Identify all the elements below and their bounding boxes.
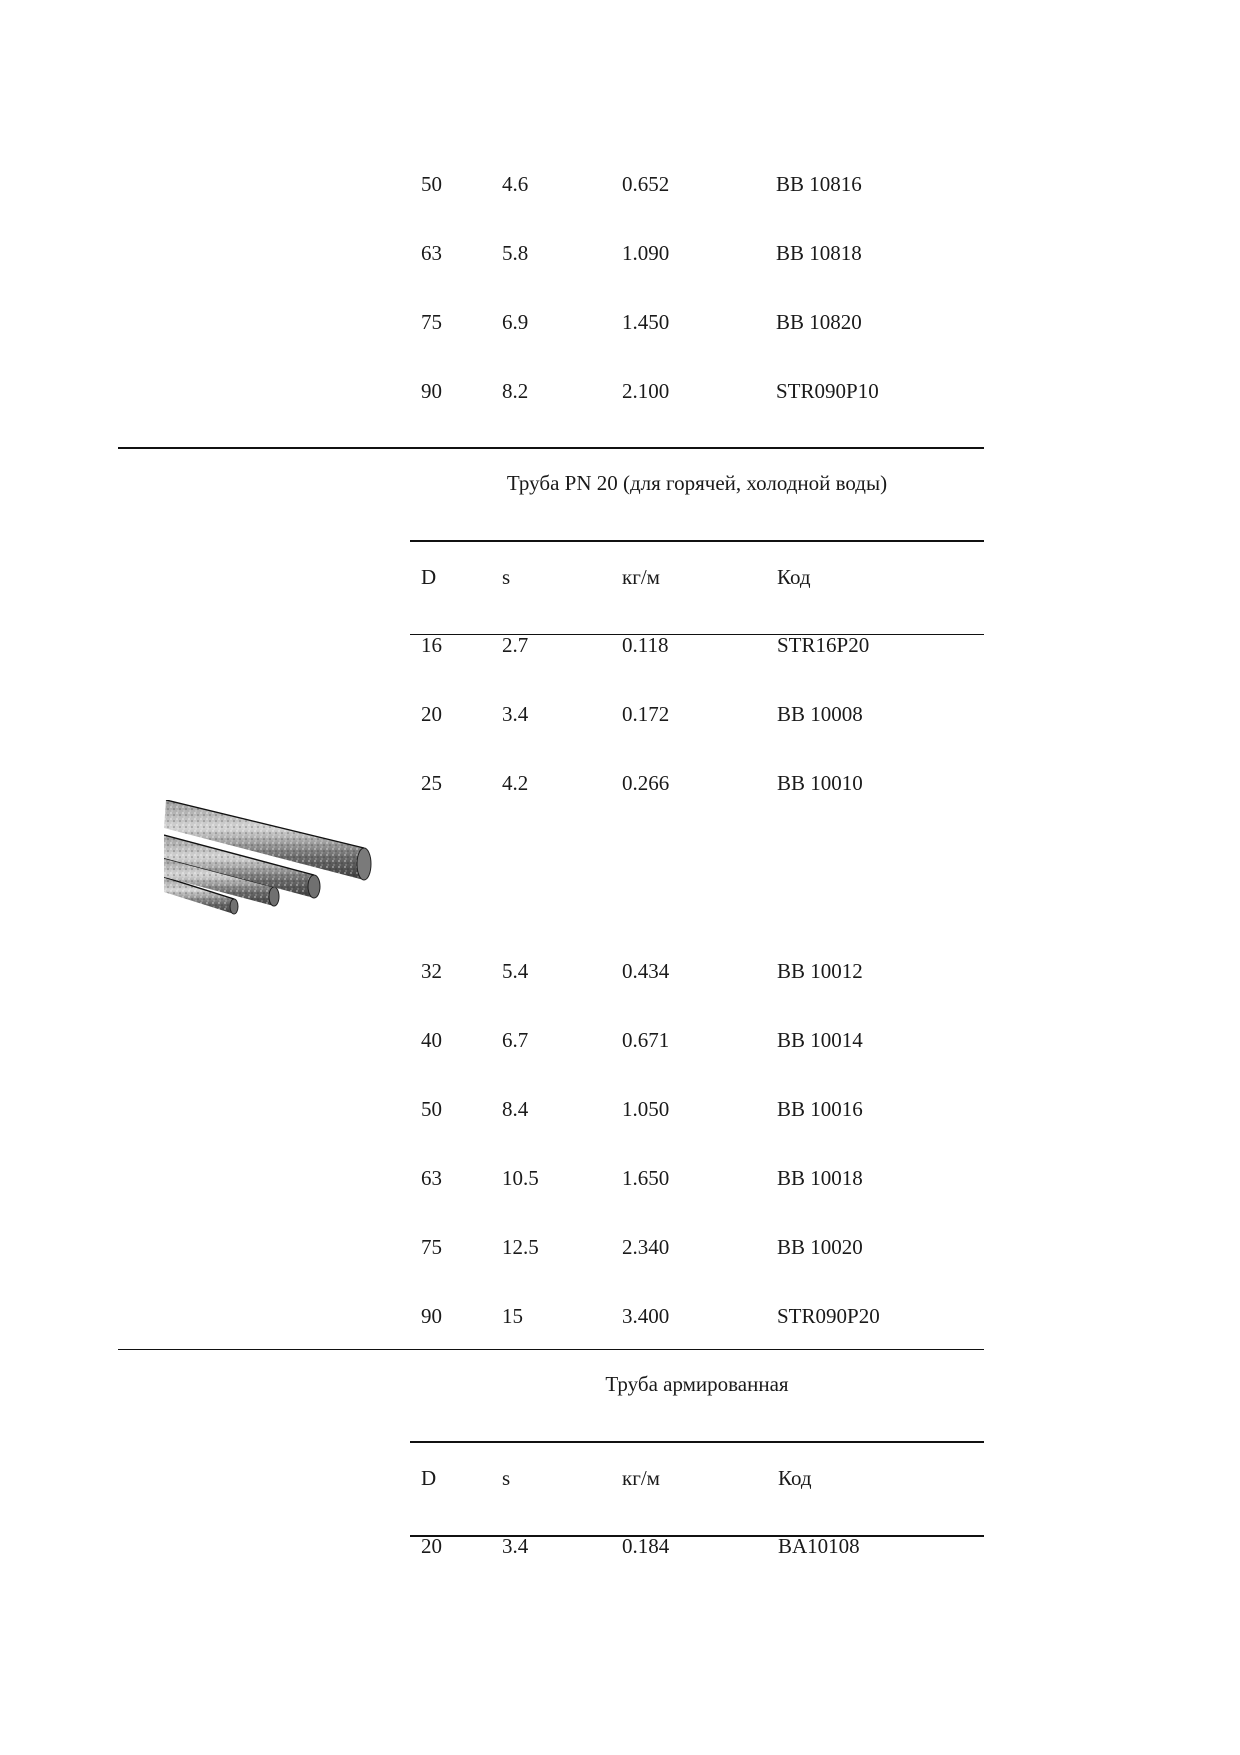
header-s: s <box>502 565 511 589</box>
cell-d: 90 <box>421 379 442 403</box>
cell-d: 32 <box>421 959 442 983</box>
cell-code: STR090P20 <box>777 1304 880 1328</box>
cell-d: 25 <box>421 771 442 795</box>
cell-code: STR090P10 <box>776 379 879 403</box>
cell-code: BB 10816 <box>776 172 862 196</box>
cell-code: BB 10020 <box>777 1235 863 1259</box>
cell-s: 4.6 <box>502 172 529 196</box>
cell-d: 75 <box>421 1235 442 1259</box>
cell-s: 8.4 <box>502 1097 529 1121</box>
cell-s: 8.2 <box>502 379 529 403</box>
cell-code: BB 10010 <box>777 771 863 795</box>
cell-code: STR16P20 <box>777 633 870 657</box>
cell-kgm: 1.650 <box>622 1166 670 1190</box>
cell-s: 12.5 <box>502 1235 539 1259</box>
cell-kgm: 0.184 <box>622 1534 670 1558</box>
cell-d: 90 <box>421 1304 442 1328</box>
section-divider <box>118 447 984 449</box>
header-code: Код <box>778 1466 812 1490</box>
cell-s: 5.8 <box>502 241 529 265</box>
cell-d: 75 <box>421 310 442 334</box>
cell-code: BB 10012 <box>777 959 863 983</box>
cell-kgm: 2.340 <box>622 1235 670 1259</box>
header-kgm: кг/м <box>622 565 660 589</box>
header-kgm: кг/м <box>622 1466 660 1490</box>
cell-code: BA10108 <box>778 1534 860 1558</box>
section-divider <box>118 1349 984 1350</box>
header-d: D <box>421 565 437 589</box>
cell-d: 16 <box>421 633 442 657</box>
cell-kgm: 3.400 <box>622 1304 670 1328</box>
cell-kgm: 0.118 <box>622 633 669 657</box>
cell-s: 4.2 <box>502 771 529 795</box>
cell-s: 5.4 <box>502 959 529 983</box>
cell-d: 50 <box>421 1097 442 1121</box>
cell-kgm: 0.434 <box>622 959 670 983</box>
table-top-rule <box>410 540 984 542</box>
cell-s: 3.4 <box>502 702 529 726</box>
cell-d: 20 <box>421 1534 442 1558</box>
cell-kgm: 0.266 <box>622 771 670 795</box>
header-d: D <box>421 1466 437 1490</box>
section-title: Труба PN 20 (для горячей, холодной воды) <box>506 471 888 495</box>
cell-kgm: 0.172 <box>622 702 670 726</box>
cell-d: 20 <box>421 702 442 726</box>
header-rule <box>410 1535 984 1537</box>
cell-s: 3.4 <box>502 1534 529 1558</box>
section-title: Труба армированная <box>605 1372 789 1396</box>
cell-code: BB 10014 <box>777 1028 863 1052</box>
cell-d: 40 <box>421 1028 442 1052</box>
cell-code: BB 10818 <box>776 241 862 265</box>
cell-kgm: 0.671 <box>622 1028 670 1052</box>
cell-kgm: 0.652 <box>622 172 670 196</box>
cell-s: 6.9 <box>502 310 529 334</box>
pipes-image <box>164 800 374 920</box>
header-code: Код <box>777 565 811 589</box>
cell-kgm: 2.100 <box>622 379 670 403</box>
cell-kgm: 1.450 <box>622 310 670 334</box>
cell-d: 63 <box>421 1166 442 1190</box>
header-rule <box>410 634 984 635</box>
cell-kgm: 1.050 <box>622 1097 670 1121</box>
cell-s: 10.5 <box>502 1166 539 1190</box>
cell-s: 2.7 <box>502 633 529 657</box>
header-s: s <box>502 1466 511 1490</box>
cell-kgm: 1.090 <box>622 241 670 265</box>
cell-d: 50 <box>421 172 442 196</box>
cell-code: BB 10016 <box>777 1097 863 1121</box>
table-top-rule <box>410 1441 984 1443</box>
cell-code: BB 10008 <box>777 702 863 726</box>
cell-s: 15 <box>502 1304 523 1328</box>
cell-code: BB 10820 <box>776 310 862 334</box>
cell-s: 6.7 <box>502 1028 529 1052</box>
cell-d: 63 <box>421 241 442 265</box>
cell-code: BB 10018 <box>777 1166 863 1190</box>
